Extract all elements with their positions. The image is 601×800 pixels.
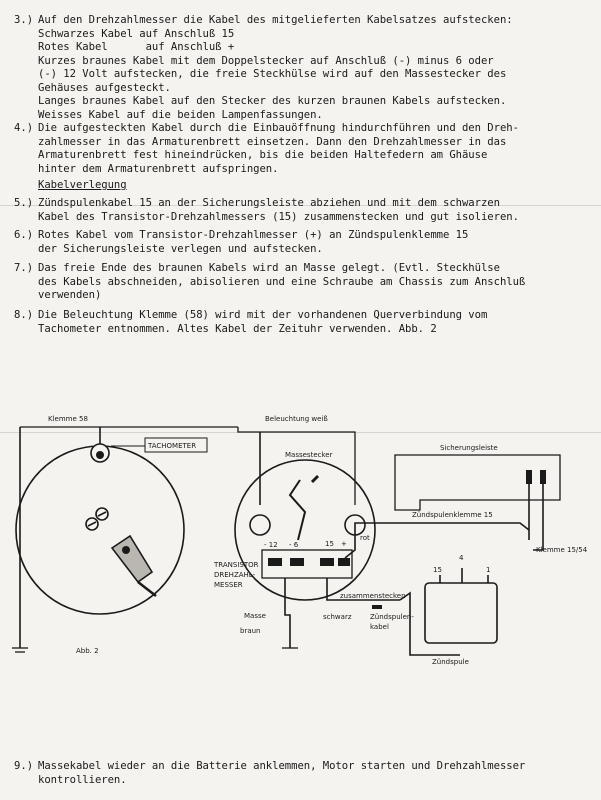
- item-3-line: Kurzes braunes Kabel mit dem Doppelstecker auf Anschluß (-) minus 6 oder: [38, 54, 494, 67]
- terminal-plus: +: [341, 540, 347, 548]
- tachometer-dial: [16, 446, 184, 614]
- zuendspulenkabel-label-1: Zündspulen-: [370, 613, 414, 621]
- item-4-line: Die aufgesteckten Kabel durch die Einbauöffnung hindurchführen und den Dreh-: [38, 122, 519, 134]
- item-8-line: Tachometer entnommen. Altes Kabel der Zeituhr verwenden. Abb. 2: [38, 322, 437, 335]
- item-6-line: Rotes Kabel vom Transistor-Drehzahlmesser (+) an Zündspulenklemme 15: [38, 229, 469, 241]
- transistor-label-1: TRANSISTOR: [214, 561, 259, 569]
- item-9-line: kontrollieren.: [38, 773, 127, 786]
- wiring-diagram: [0, 400, 601, 700]
- beleuchtung-label: Beleuchtung weiß: [265, 415, 328, 423]
- terminal-minus6: - 6: [289, 541, 299, 549]
- rev-lamp-left: [250, 515, 270, 535]
- zuendspule-label: Zündspule: [432, 658, 469, 666]
- zusammenstecken-label: zusammenstecken: [340, 592, 406, 600]
- transistor-label-3: MESSER: [214, 581, 243, 589]
- item-3-line: Weisses Kabel auf die beiden Lampenfassungen.: [38, 108, 323, 121]
- item-3-line: Langes braunes Kabel auf den Stecker des kurzen braunen Kabels aufstecken.: [38, 95, 507, 107]
- item-3-line: Rotes Kabel auf Anschluß +: [38, 41, 235, 53]
- item-number: 7.): [14, 262, 34, 274]
- klemme58-label: Klemme 58: [48, 415, 88, 423]
- tacho-connector-icon: [112, 536, 156, 596]
- item-number: 3.): [14, 14, 34, 26]
- sicherungsleiste-label: Sicherungsleiste: [440, 444, 498, 452]
- item-7-line: Das freie Ende des braunen Kabels wird an Masse gelegt. (Evtl. Steckhülse: [38, 262, 500, 274]
- coil-terminal-4: 4: [459, 554, 464, 562]
- rot-label: rot: [360, 534, 370, 542]
- zuendspulenklemme-label: Zündspulenklemme 15: [412, 511, 493, 519]
- masse-label: Masse: [244, 612, 266, 620]
- massestecker-label: Massestecker: [285, 451, 333, 459]
- item-6-line: der Sicherungsleiste verlegen und aufstecken.: [38, 242, 323, 255]
- item-8-line: Die Beleuchtung Klemme (58) wird mit der vorhandenen Querverbindung vom: [38, 309, 488, 321]
- zuendspulenkabel-label-2: kabel: [370, 623, 389, 631]
- section-heading: Kabelverlegung: [38, 179, 127, 191]
- item-5-line: Zündspulenkabel 15 an der Sicherungsleiste abziehen und mit dem schwarzen: [38, 197, 500, 209]
- item-3-line: (-) 12 Volt aufstecken, die freie Steckhülse wird auf den Massestecker des: [38, 68, 507, 80]
- item-number: 8.): [14, 309, 34, 321]
- item-number: 5.): [14, 197, 34, 209]
- terminal-minus12: - 12: [264, 541, 278, 549]
- coil-terminal-15: 15: [433, 566, 442, 574]
- item-4-line: zahlmesser in das Armaturenbrett einsetzen. Dann den Drehzahlmesser in das: [38, 135, 507, 148]
- terminal-15: 15: [325, 540, 334, 548]
- braun-label: braun: [240, 627, 261, 635]
- item-5-line: Kabel des Transistor-Drehzahlmessers (15) zusammenstecken und gut isolieren.: [38, 210, 519, 223]
- item-number: 6.): [14, 229, 34, 241]
- item-7-line: des Kabels abschneiden, abisolieren und eine Schraube am Chassis zum Anschluß: [38, 275, 526, 288]
- item-3-line: Schwarzes Kabel auf Anschluß 15: [38, 27, 235, 40]
- item-7-line: verwenden): [38, 289, 102, 301]
- item-4-line: Armaturenbrett fest hineindrücken, bis die beiden Haltefedern am Ghäuse: [38, 149, 488, 161]
- transistor-label-2: DREHZAHL-: [214, 571, 256, 579]
- item-number: 4.): [14, 122, 34, 134]
- klemme1554-label: Klemme 15/54: [536, 546, 588, 554]
- schwarz-label: schwarz: [323, 613, 352, 621]
- item-3-line: Auf den Drehzahlmesser die Kabel des mitgelieferten Kabelsatzes aufstecken:: [38, 14, 513, 26]
- item-number: 9.): [14, 760, 34, 772]
- figure-label: Abb. 2: [76, 647, 99, 655]
- ignition-coil: [425, 583, 497, 643]
- fuse-box: [395, 455, 560, 510]
- item-9-line: Massekabel wieder an die Batterie anklemmen, Motor starten und Drehzahlmesser: [38, 760, 526, 772]
- tachometer-label: TACHOMETER: [148, 442, 197, 450]
- item-3-line: Gehäuses aufgesteckt.: [38, 81, 171, 94]
- coil-terminal-1: 1: [486, 566, 491, 574]
- item-4-line: hinter dem Armaturenbrett aufspringen.: [38, 162, 279, 175]
